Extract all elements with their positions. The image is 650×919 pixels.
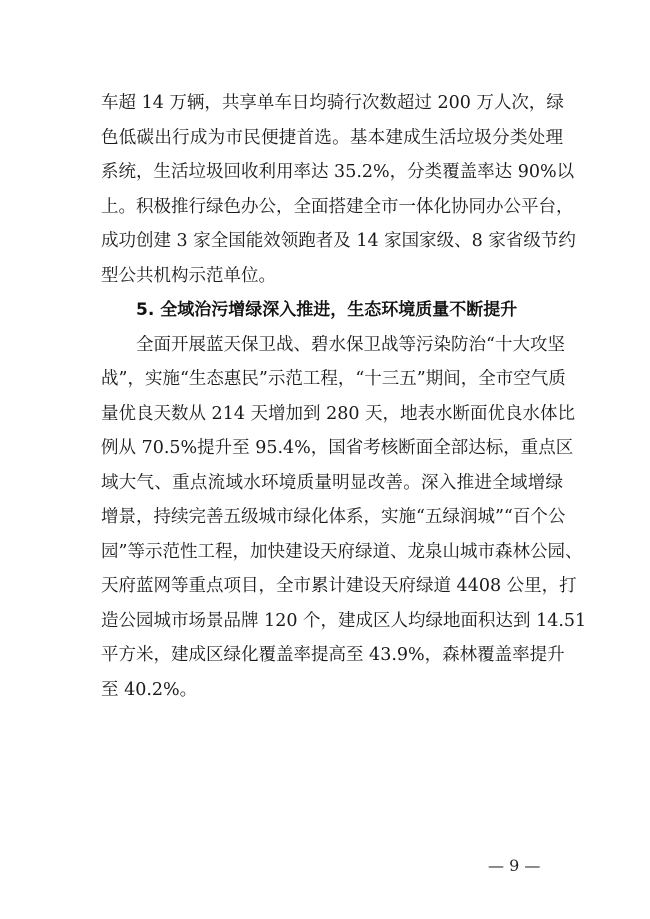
paragraph-line: 例从 70.5%提升至 95.4%，国省考核断面全部达标，重点区 (101, 438, 574, 458)
paragraph-line: 全面开展蓝天保卫战、碧水保卫战等污染防治“十大攻坚 (136, 335, 565, 355)
paragraph-line: 型公共机构示范单位。 (101, 266, 276, 286)
paragraph-line: 车超 14 万辆，共享单车日均骑行次数超过 200 万人次，绿 (101, 93, 564, 113)
paragraph-line: 成功创建 3 家全国能效领跑者及 14 家国家级、8 家省级节约 (101, 231, 576, 251)
paragraph-line: 平方米，建成区绿化覆盖率提高至 43.9%，森林覆盖率提升 (101, 645, 565, 665)
page-number: — 9 — (488, 856, 541, 875)
paragraph-line: 天府蓝网等重点项目，全市累计建设天府绿道 4408 公里，打 (101, 576, 577, 596)
paragraph-line: 域大气、重点流域水环境质量明显改善。深入推进全域增绿 (101, 473, 563, 493)
paragraph-line: 至 40.2%。 (101, 680, 198, 700)
paragraph-line: 量优良天数从 214 天增加到 280 天，地表水断面优良水体比 (101, 404, 576, 424)
section-heading: 5. 全域治污增绿深入推进，生态环境质量不断提升 (136, 300, 518, 320)
paragraph-line: 增景，持续完善五级城市绿化体系，实施“五绿润城”“百个公 (101, 507, 566, 527)
paragraph-line: 造公园城市场景品牌 120 个，建成区人均绿地面积达到 14.51 (101, 611, 587, 631)
paragraph-line: 系统，生活垃圾回收利用率达 35.2%，分类覆盖率达 90%以 (101, 162, 575, 182)
paragraph-line: 色低碳出行成为市民便捷首选。基本建成生活垃圾分类处理 (101, 128, 563, 148)
paragraph-line: 园”等示范性工程，加快建设天府绿道、龙泉山城市森林公园、 (101, 542, 583, 562)
paragraph-line: 战”，实施“生态惠民”示范工程，“十三五”期间，全市空气质 (101, 369, 566, 389)
paragraph-line: 上。积极推行绿色办公，全面搭建全市一体化协同办公平台， (101, 197, 574, 217)
